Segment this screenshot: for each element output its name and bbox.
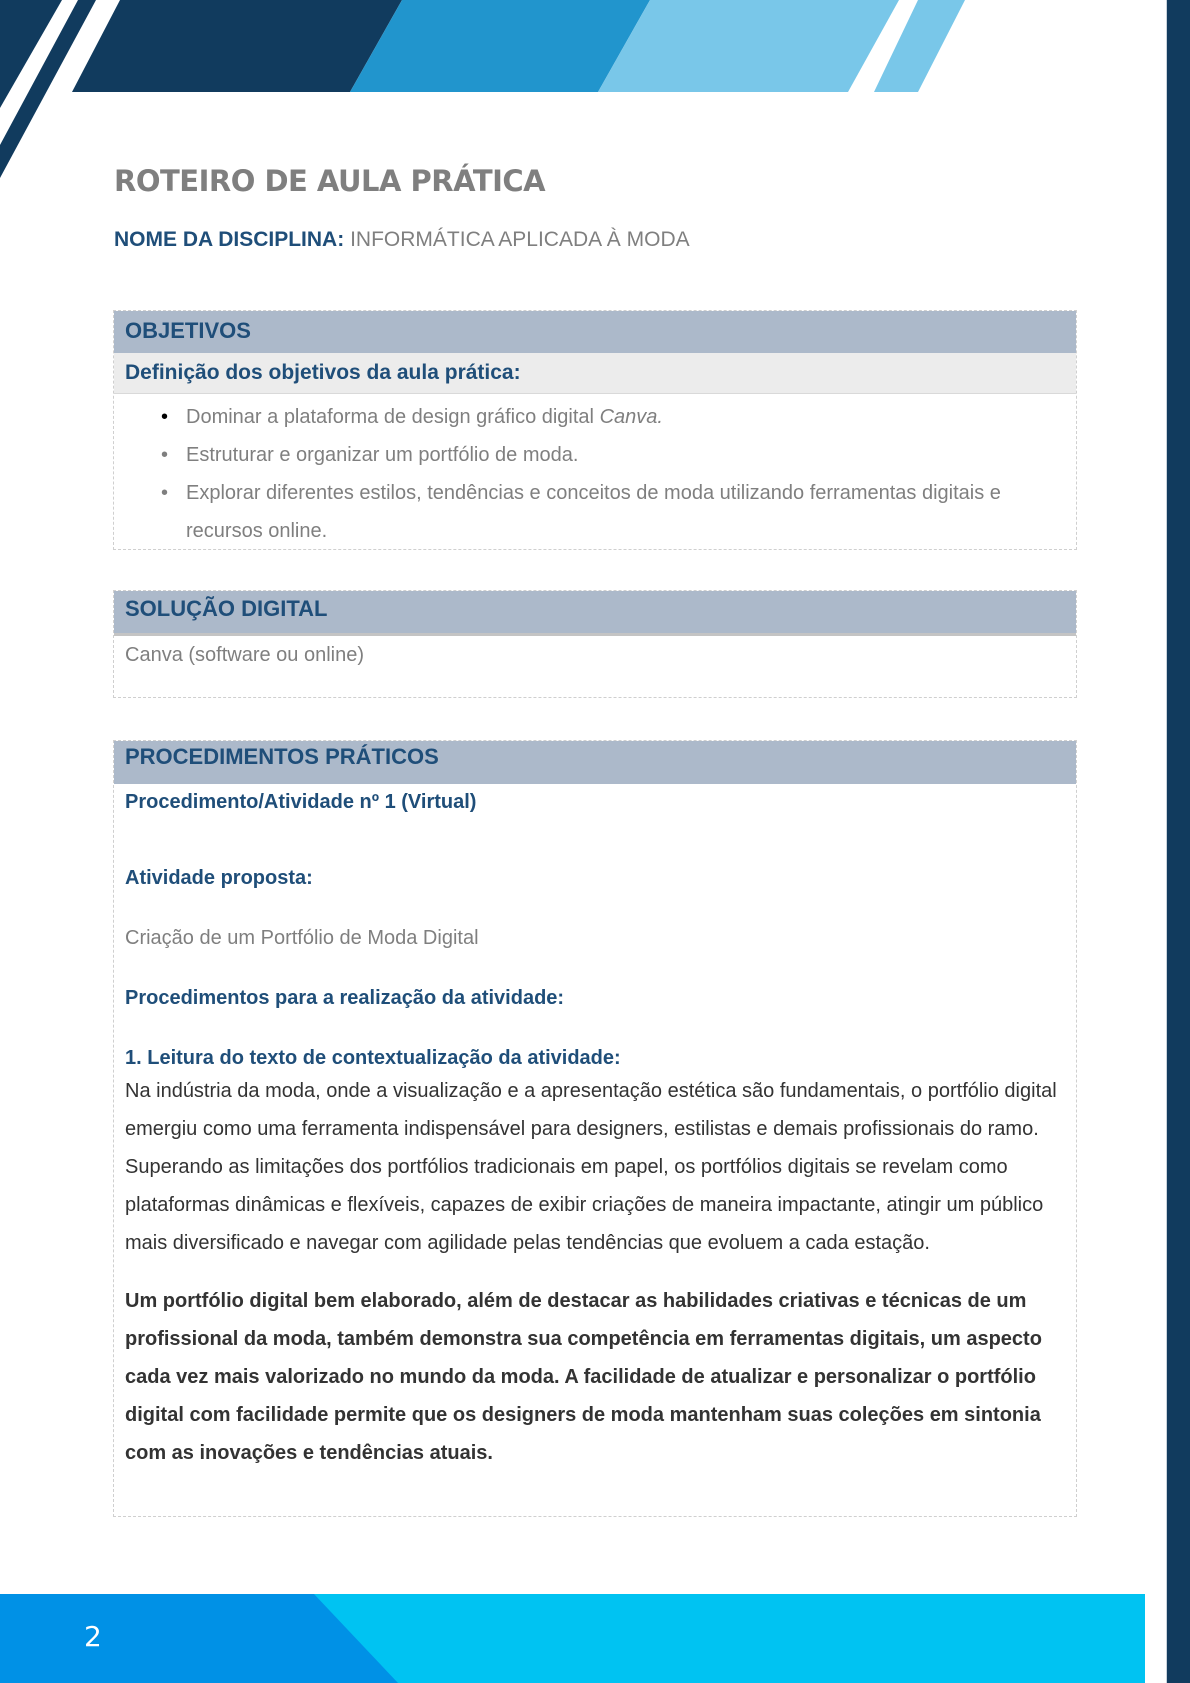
subject-label: NOME DA DISCIPLINA:	[114, 228, 345, 251]
procedures-body	[114, 788, 1076, 1472]
objectives-subheader: Definição dos objetivos da aula prática:	[114, 353, 1076, 394]
page-number: 2	[84, 1620, 102, 1653]
bullet-icon: •	[161, 482, 169, 504]
right-edge-band	[1166, 0, 1190, 1683]
proposed-activity-value: Criação de um Portfólio de Moda Digital	[125, 927, 479, 949]
objective-item	[114, 398, 1076, 436]
header-navy-block	[72, 0, 402, 92]
objective-emphasis: Canva.	[599, 406, 663, 428]
objectives-list	[114, 394, 1076, 550]
digital-solution-body: Canva (software ou online)	[125, 644, 365, 666]
bullet-icon: •	[161, 444, 169, 466]
header-lightblue-block	[598, 0, 899, 92]
objectives-section	[113, 310, 1077, 550]
objective-text: Dominar a plataforma de design gráfico digital	[186, 406, 600, 428]
subject-value: INFORMÁTICA APLICADA À MODA	[350, 228, 690, 251]
objective-text: Estruturar e organizar um portfólio de moda.	[186, 444, 579, 466]
document-title: ROTEIRO DE AULA PRÁTICA	[114, 164, 546, 198]
footer-decoration	[0, 1594, 1145, 1683]
digital-solution-header: SOLUÇÃO DIGITAL	[114, 591, 1076, 636]
step-1-bold-text: Um portfólio digital bem elaborado, além de destacar as habilidades criativas e técnicas de um profissional da moda, também demonstra sua competência em ferramentas digitais, um aspecto cada vez mais valorizado no mundo da moda. A facilidade de atualizar e personalizar o portfólio digital com facilidade permite que os designers de moda mantenham suas coleções em sintonia com as inovações e tendências atuais.	[125, 1290, 1042, 1464]
header-decoration	[0, 0, 1190, 180]
practical-procedures-section	[113, 740, 1077, 1517]
header-blue-block	[350, 0, 650, 92]
bullet-icon: •	[161, 406, 169, 428]
objective-item	[114, 474, 1076, 550]
subject-line	[114, 228, 690, 252]
step-1-text: Na indústria da moda, onde a visualização e a apresentação estética são fundamentais, o portfólio digital emergiu como uma ferramenta indispensável para designers, estilistas e demais profissionais do ramo. Superando as limitações dos portfólios tradicionais em papel, os portfólios digitais se revelam como plataformas dinâmicas e flexíveis, capazes de exibir criações de maneira impactante, atingir um público mais diversificado e navegar com agilidade pelas tendências que evoluem a cada estação.	[125, 1080, 1057, 1254]
proposed-activity-label: Atividade proposta:	[125, 867, 313, 889]
digital-solution-section	[113, 590, 1077, 698]
step-1-title: 1. Leitura do texto de contextualização da atividade:	[125, 1047, 621, 1069]
procedures-header: PROCEDIMENTOS PRÁTICOS	[114, 741, 1076, 784]
objective-item	[114, 436, 1076, 474]
footer-band	[0, 1594, 1145, 1683]
activity-title: Procedimento/Atividade nº 1 (Virtual)	[125, 791, 477, 813]
objectives-header: OBJETIVOS	[114, 311, 1076, 353]
procedures-steps-label: Procedimentos para a realização da atividade:	[125, 987, 565, 1009]
objective-text: Explorar diferentes estilos, tendências e conceitos de moda utilizando ferramentas digitais e recursos online.	[186, 482, 1001, 542]
